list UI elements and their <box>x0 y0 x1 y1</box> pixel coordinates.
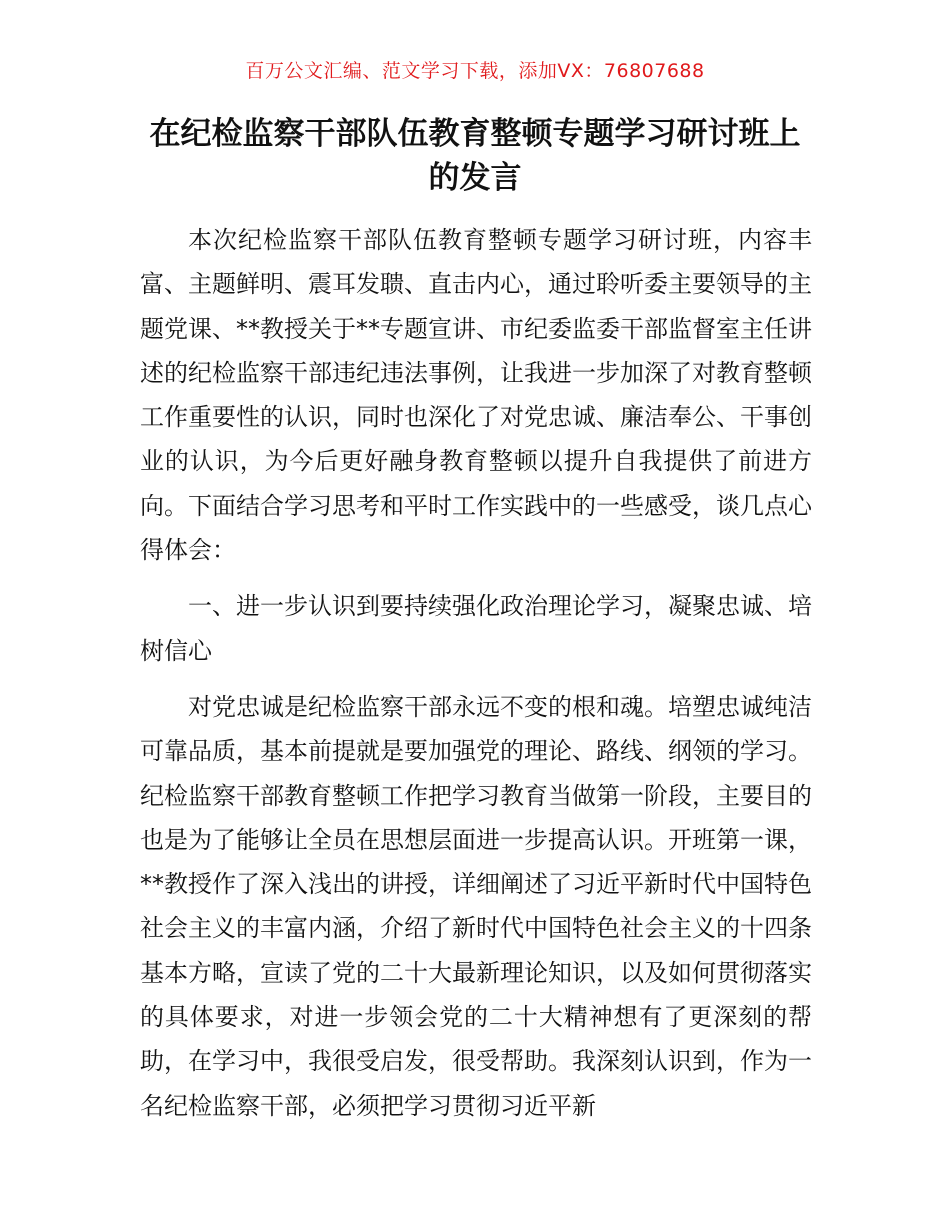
body-paragraph: 对党忠诚是纪检监察干部永远不变的根和魂。培塑忠诚纯洁可靠品质，基本前提就是要加强党的理论、路线、纲领的学习。纪检监察干部教育整顿工作把学习教育当做第一阶段，主要目的也是为了能够让全员在思想层面进一步提高认识。开班第一课，**教授作了深入浅出的讲授，详细阐述了习近平新时代中国特色社会主义的丰富内涵，介绍了新时代中国特色社会主义的十四条基本方略，宣读了党的二十大最新理论知识，以及如何贯彻落实的具体要求，对进一步领会党的二十大精神想有了更深刻的帮助，在学习中，我很受启发，很受帮助。我深刻认识到，作为一名纪检监察干部，必须把学习贯彻习近平新 <box>140 692 812 1120</box>
document-title: 在纪检监察干部队伍教育整顿专题学习研讨班上的发言 <box>149 116 801 196</box>
section-heading: 一、进一步认识到要持续强化政治理论学习，凝聚忠诚、培树信心 <box>140 592 812 665</box>
watermark-text: 百万公文汇编、范文学习下载，添加VX：76807688 <box>245 60 705 82</box>
document-body <box>140 218 812 1128</box>
intro-paragraph: 本次纪检监察干部队伍教育整顿专题学习研讨班，内容丰富、主题鲜明、震耳发聩、直击内心，通过聆听委主要领导的主题党课、**教授关于**专题宣讲、市纪委监委干部监督室主任讲述的纪检监察干部违纪违法事例，让我进一步加深了对教育整顿工作重要性的认识，同时也深化了对党忠诚、廉洁奉公、干事创业的认识，为今后更好融身教育整顿以提升自我提供了前进方向。下面结合学习思考和平时工作实践中的一些感受，谈几点心得体会： <box>140 226 812 565</box>
